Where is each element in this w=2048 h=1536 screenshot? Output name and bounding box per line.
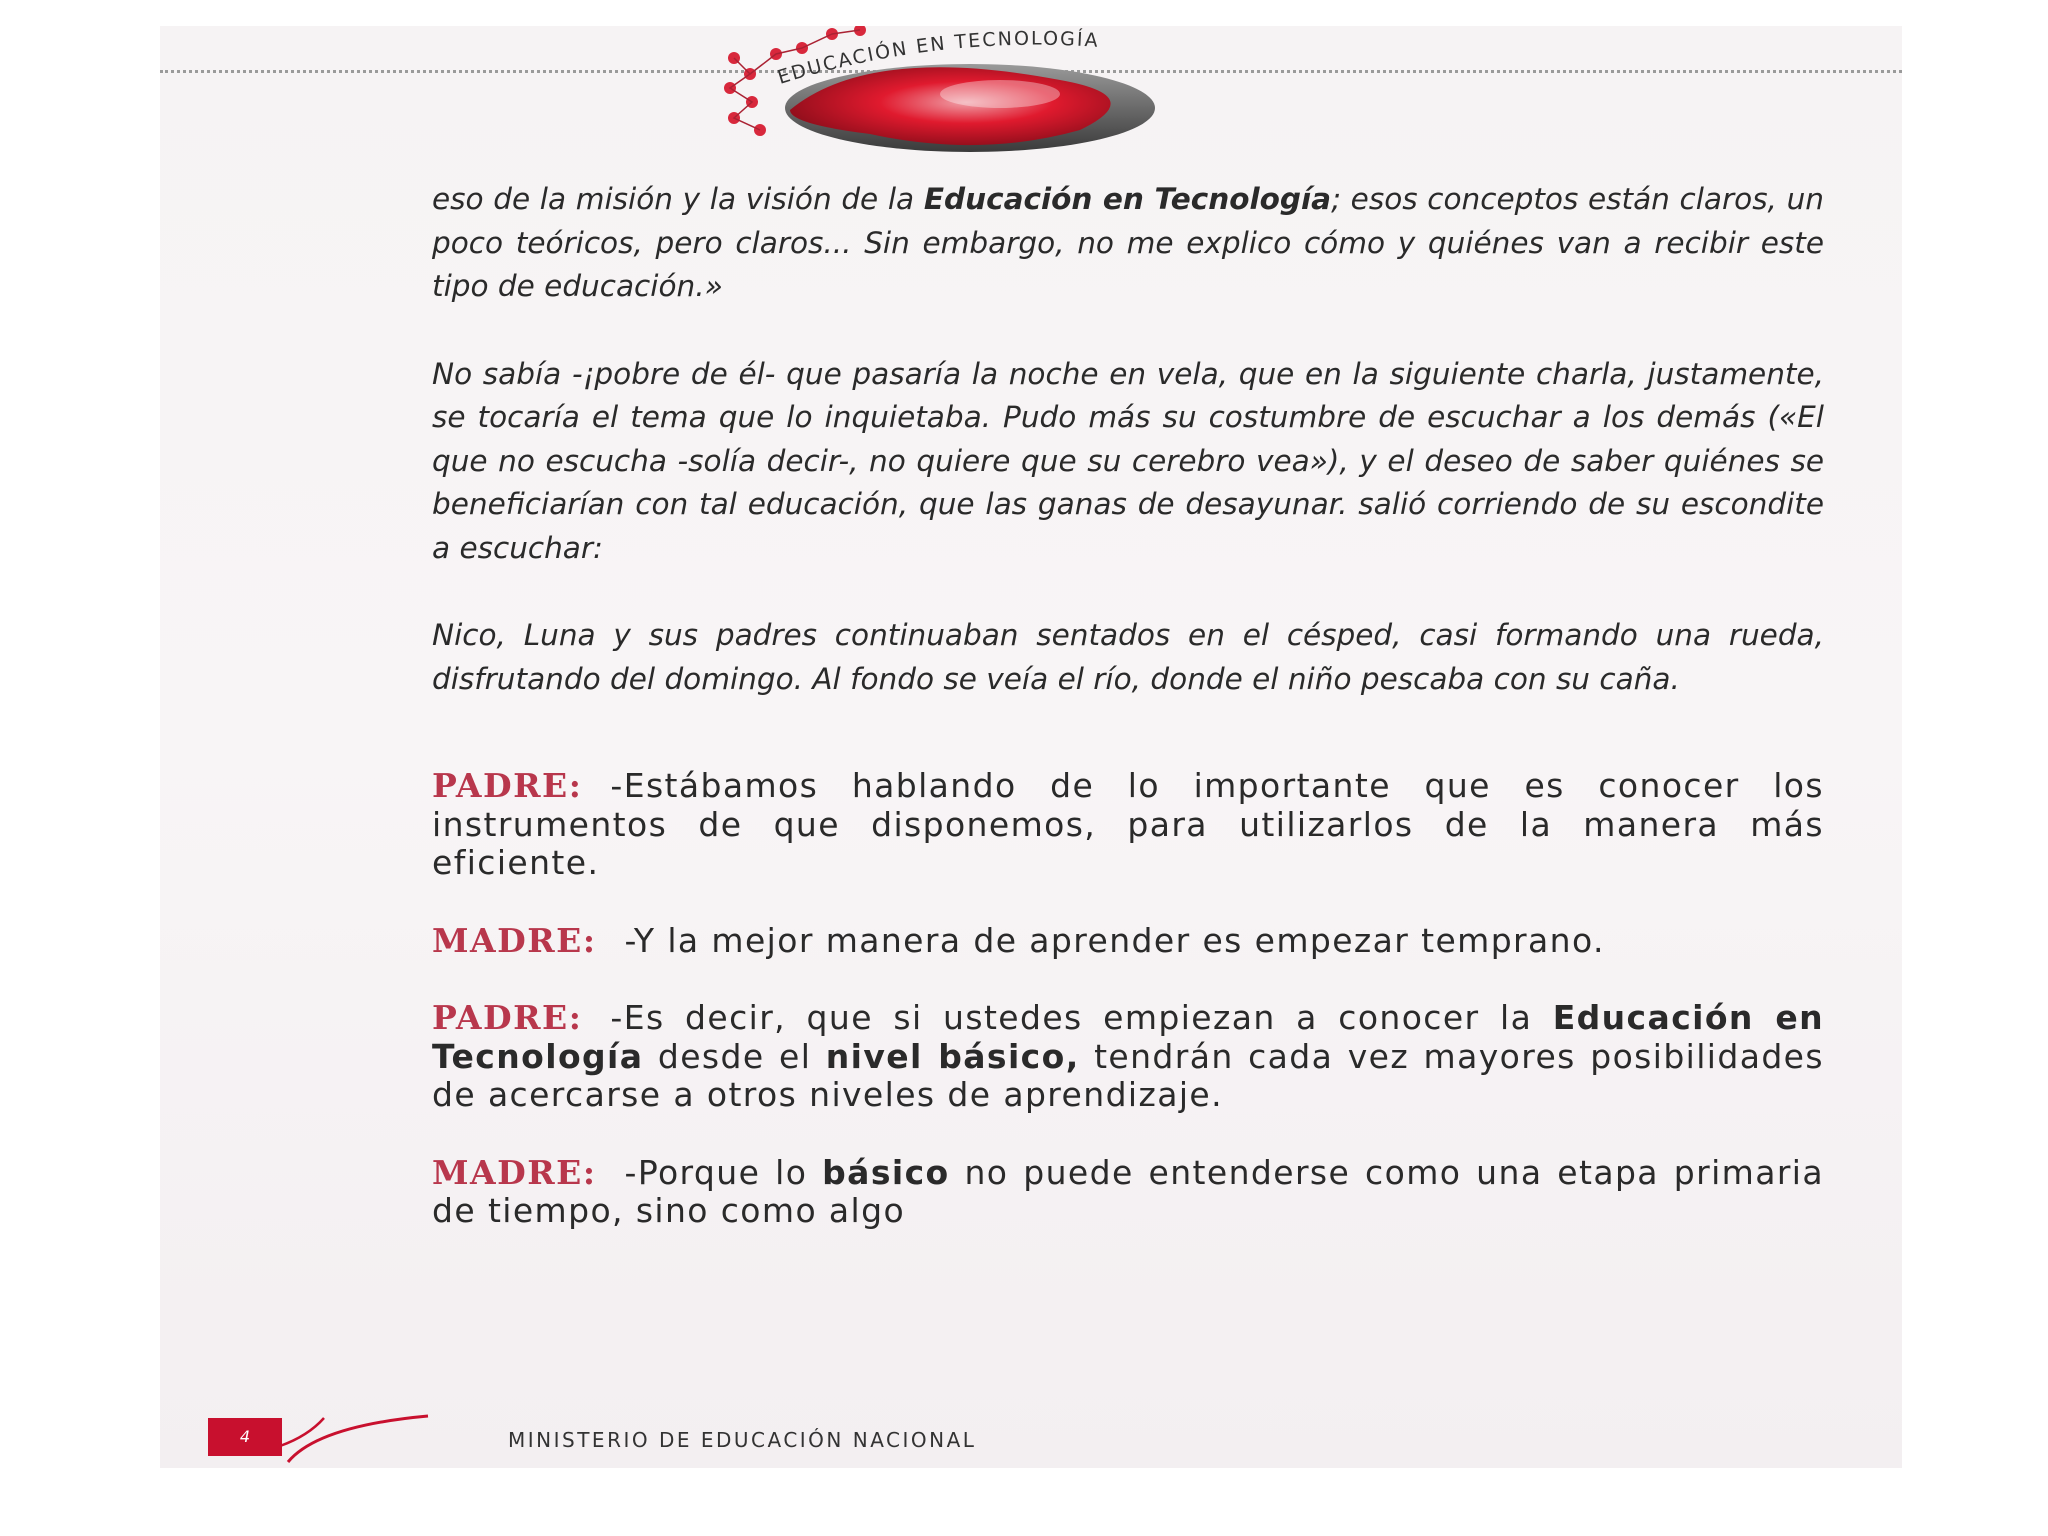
bold-term: Educación en Tecnología	[432, 998, 1824, 1076]
footer-swoosh-icon	[278, 1406, 438, 1468]
dialogue-line: MADRE: -Y la mejor manera de aprender es empezar temprano.	[432, 920, 1605, 960]
speaker-label: PADRE:	[432, 998, 583, 1037]
footer-publisher: MINISTERIO DE EDUCACIÓN NACIONAL	[508, 1428, 977, 1452]
speaker-label: MADRE:	[432, 1152, 597, 1192]
speaker-label: PADRE:	[432, 766, 583, 805]
logo-emblem	[720, 26, 1420, 176]
dialogue-line: PADRE: -Estábamos hablando de lo importante que es conocer los instrumentos de que disponemos, para utilizarlos de la manera más eficiente.	[432, 766, 1824, 882]
document-page	[160, 26, 1902, 1468]
narrative-paragraph: No sabía -¡pobre de él- que pasaría la noche en vela, que en la siguiente charla, justamente, se tocaría el tema que lo inquietaba. Pudo más su costumbre de escuchar a los demás («El que no escucha -solía decir-, no quiere que su cerebro vea»), y el deseo de saber quiénes se beneficiarían con tal educación, que las ganas de desayunar. salió corriendo de su escondite a escuchar:	[432, 356, 1824, 565]
bold-term: básico	[822, 1152, 950, 1192]
dialogue-line: MADRE: -Porque lo básico no puede entenderse como una etapa primaria de tiempo, sino como algo	[432, 1152, 1824, 1230]
narrative-paragraph: Nico, Luna y sus padres continuaban sentados en el césped, casi formando una rueda, disfrutando del domingo. Al fondo se veía el río, donde el niño pescaba con su caña.	[432, 618, 1824, 696]
narrative-paragraph: eso de la misión y la visión de la Educación en Tecnología; esos conceptos están claros, un poco teóricos, pero claros... Sin embargo, no me explico cómo y quiénes van a recibir este tipo de educación.»	[432, 182, 1824, 303]
logo-text: EDUCACIÓN EN TECNOLOGÍA	[775, 27, 1101, 89]
speaker-label: MADRE:	[432, 920, 597, 960]
page-number-badge: 4	[208, 1418, 282, 1456]
bold-term: nivel básico,	[825, 1036, 1080, 1076]
bold-term: Educación en Tecnología	[923, 182, 1332, 216]
dialogue-line: PADRE: -Es decir, que si ustedes empiezan a conocer la Educación en Tecnología desde el nivel básico, tendrán cada vez mayores posibilidades de acercarse a otros niveles de aprendizaje.	[432, 998, 1824, 1114]
body-text	[432, 178, 1824, 1231]
